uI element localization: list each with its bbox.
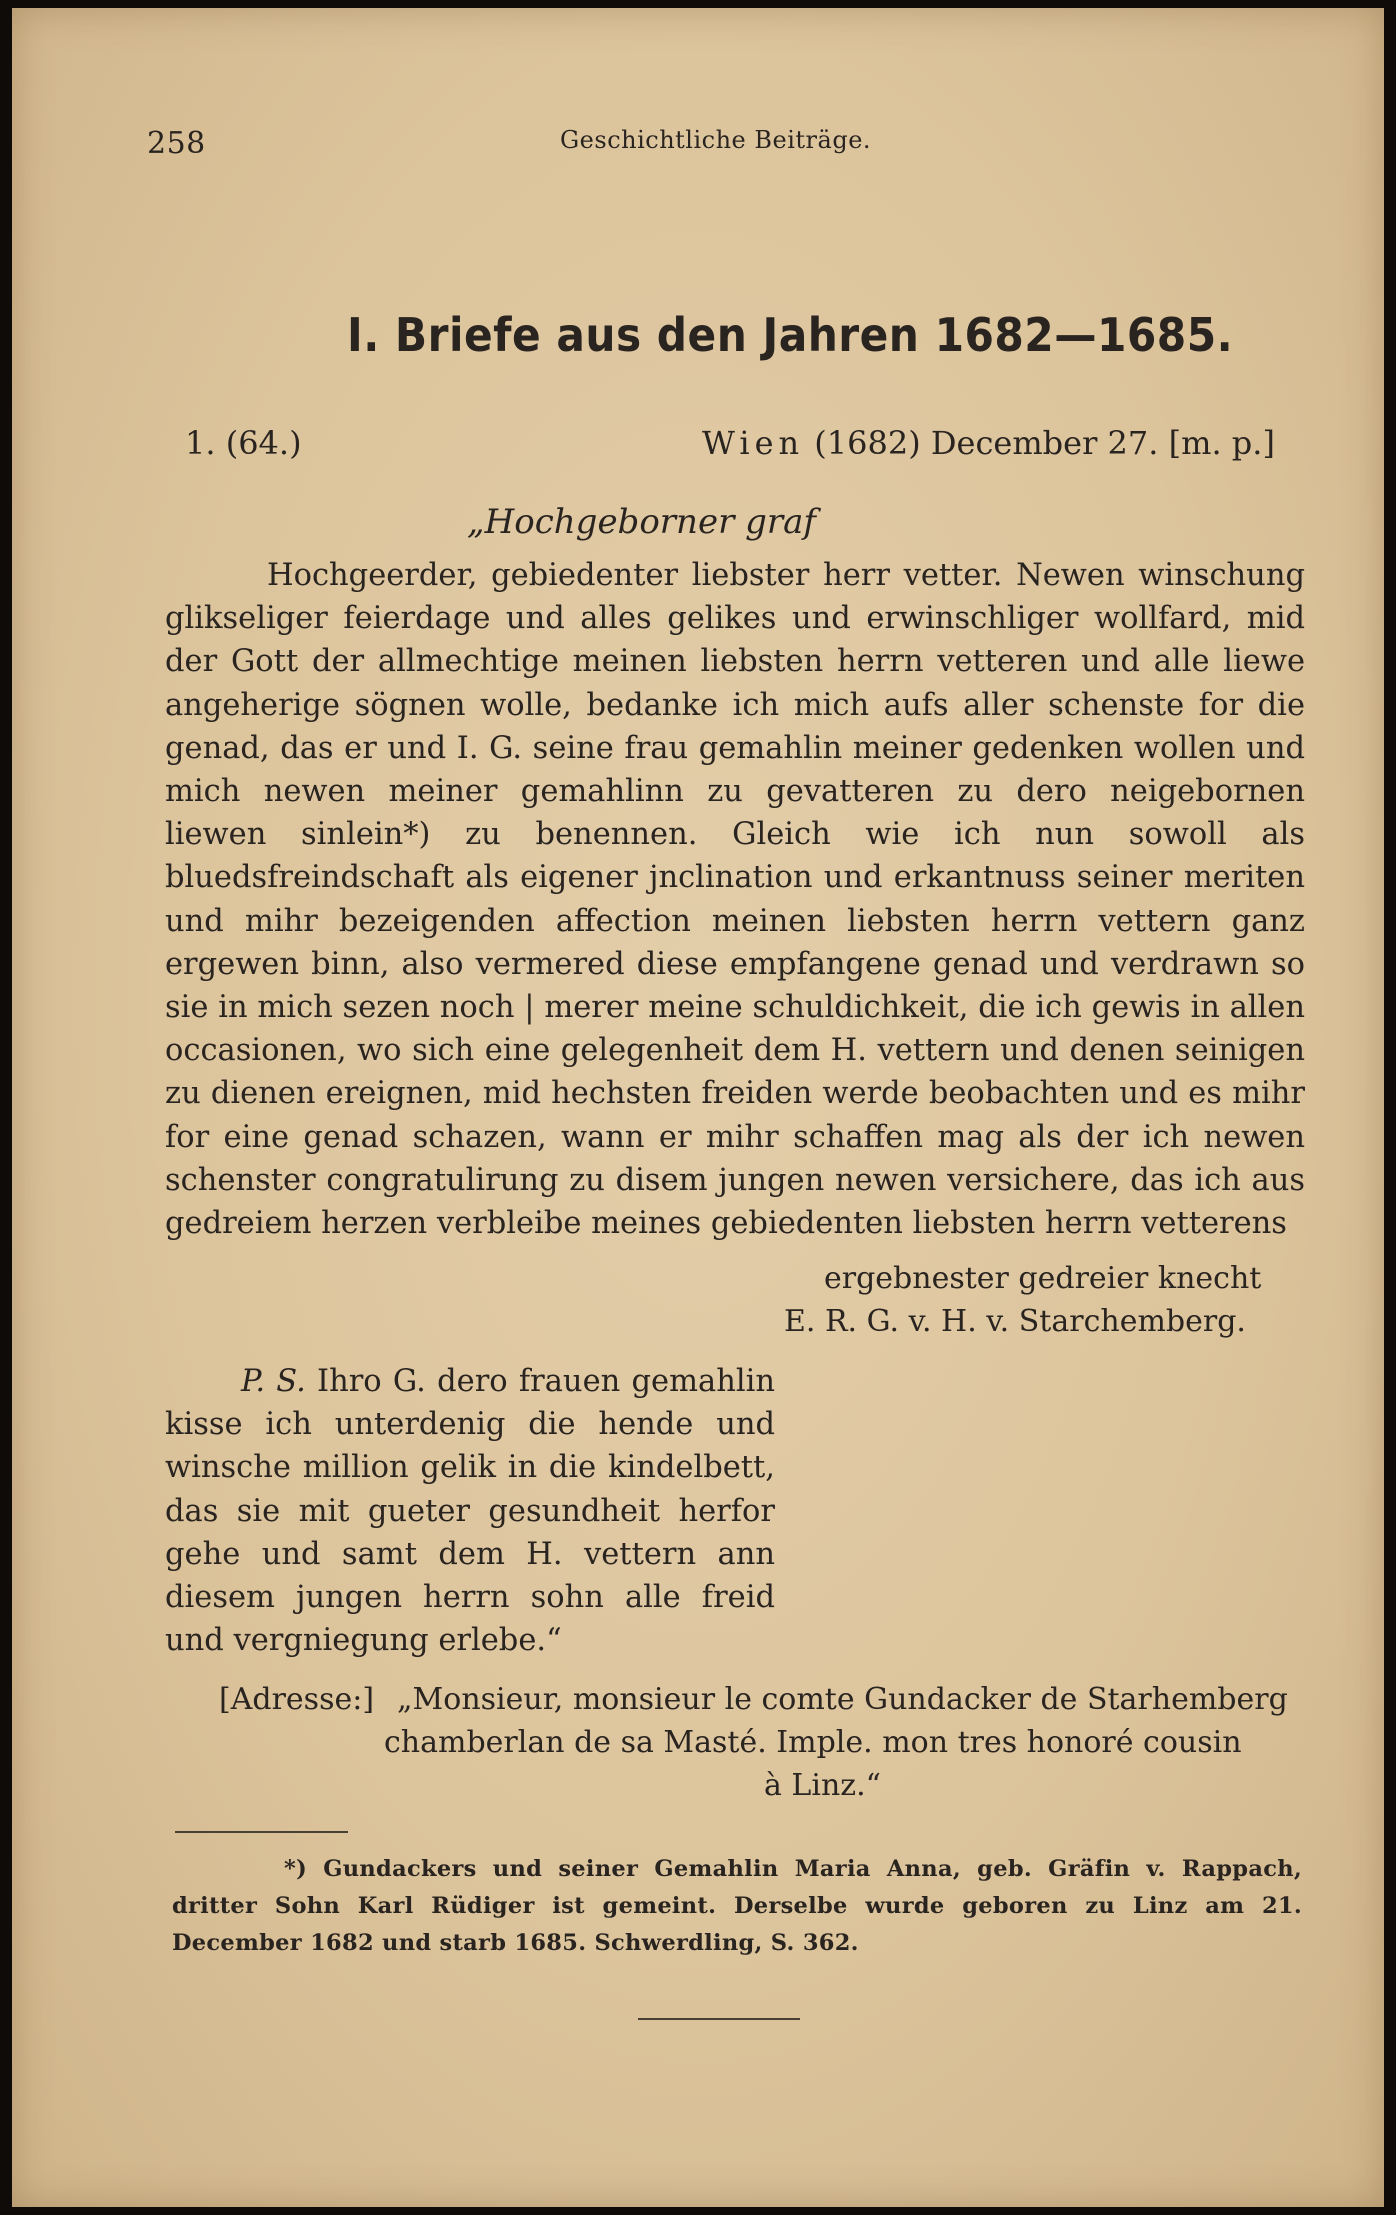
footnote-rule: [175, 1831, 348, 1833]
letter-body: Hochgeerder, gebiedenter liebster herr vetter. Newen winschung glikseliger feierdage und alles gelikes und erwinschliger wollfard, mid der Gott der allmechtige meinen liebsten herrn vetteren und alle liewe angeherige sögnen wolle, bedanke ich mich aufs aller schenste for die genad, das er und I. G. seine frau gemahlin meiner gedenken wollen und mich newen meiner gemahlinn zu gevatteren zu dero neigebornen liewen sinlein*) zu benennen. Gleich wie ich nun sowoll als bluedsfreindschaft als eigener jnclination und erkantnuss seiner meriten und mihr bezeigenden affection meinen liebsten herrn vettern ganz ergewen binn, also vermered diese empfangene genad und verdrawn so sie in mich sezen noch | merer meine schuldichkeit, die ich gewis in allen occasionen, wo sich eine gelegenheit dem H. vettern und denen seinigen zu dienen ereignen, mid hechsten freiden werde beobachten und es mihr for eine genad schazen, wann er mihr schaffen mag als der ich newen schenster congratulirung zu disem jungen newen versichere, das ich aus gedreiem herzen verbleibe meines gebiedenten liebsten herrn vetterens: [165, 558, 1305, 1242]
letter-dateline: [702, 424, 1275, 462]
postscript: [165, 1360, 775, 1662]
address-line-2: chamberlan de sa Masté. Imple. mon tres honoré cousin: [384, 1725, 1242, 1760]
letter-number: 1. (64.): [185, 424, 302, 462]
end-rule: [638, 2018, 800, 2020]
letter-signature: E. R. G. v. H. v. Starchemberg.: [784, 1304, 1246, 1339]
address-label: [Adresse:]: [219, 1682, 375, 1717]
letter-place: Wien: [702, 424, 805, 462]
letter-closing: ergebnester gedreier knecht: [824, 1261, 1262, 1296]
address-line-1: „Monsieur, monsieur le comte Gundacker de Starhemberg: [397, 1682, 1288, 1717]
page-number: 258: [147, 126, 206, 161]
footnote: *) Gundackers und seiner Gemahlin Maria Anna, geb. Gräfin v. Rappach, dritter Sohn Karl Rüdiger ist gemeint. Derselbe wurde geboren zu Linz am 21. December 1682 und starb 1685. Schwerdling, S. 362.: [172, 1856, 1302, 1956]
postscript-label: P. S.: [241, 1364, 306, 1399]
postscript-text: Ihro G. dero frauen gemahlin kisse ich unterdenig die hende und winsche million gelik in die kindelbett, das sie mit gueter gesundheit herfor gehe und samt dem H. vettern ann diesem jungen herrn sohn alle freid und vergniegung erlebe.“: [165, 1364, 775, 1659]
salutation: „Hochgeborner graf: [467, 502, 816, 542]
letter-date: (1682) December 27. [m. p.]: [814, 424, 1275, 462]
address-line-3: à Linz.“: [764, 1768, 881, 1803]
book-page: [12, 8, 1384, 2207]
section-title: I. Briefe aus den Jahren 1682—1685.: [347, 308, 1234, 362]
running-title: Geschichtliche Beiträge.: [560, 126, 872, 154]
